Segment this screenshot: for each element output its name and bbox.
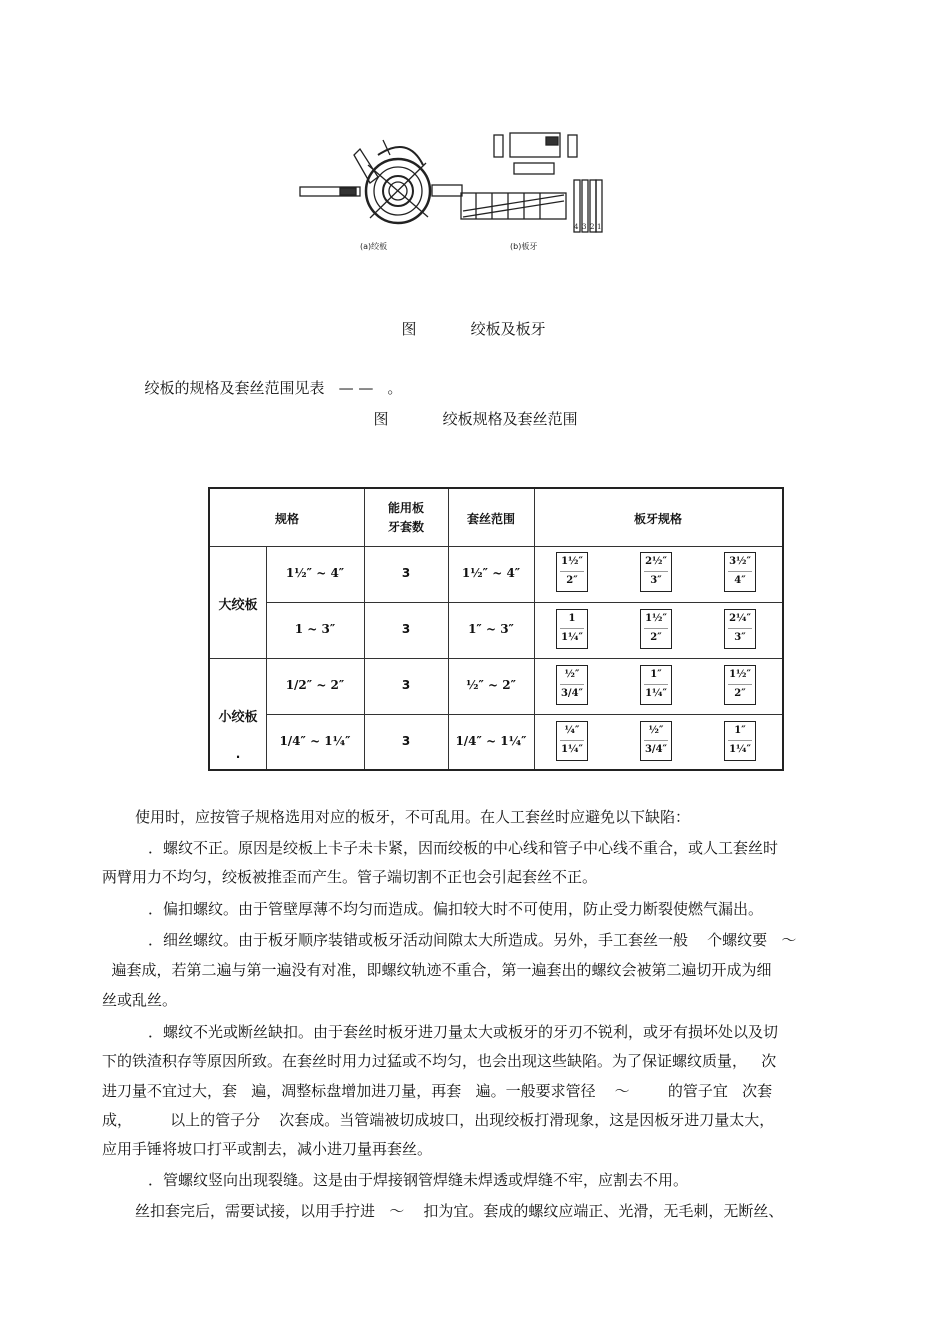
table-caption: [364, 390, 578, 429]
row1-range: 1½″ ~ 4″: [461, 566, 521, 580]
die-number-4: 4: [574, 223, 579, 231]
header-sets-line2: 牙套数: [387, 520, 424, 534]
row3-die-3-bottom: 2″: [734, 688, 746, 699]
header-spec: 规格: [274, 512, 299, 526]
paragraph-5-line-5: 应用手锤将坡口打平或割去，减小进刀量再套丝。: [102, 1140, 433, 1158]
table-caption-prefix: 图: [373, 410, 389, 428]
row4-die-2-bottom: 3/4″: [644, 744, 668, 755]
figure-caption: [392, 300, 546, 339]
row2-die-3-top: 2¼″: [729, 613, 751, 624]
row3-die-3-top: 1½″: [729, 669, 751, 680]
row1-die-2-top: 2½″: [645, 556, 667, 567]
row4-die-2-top: ½″: [648, 725, 664, 736]
header-sets: [364, 499, 448, 537]
row4-die-2: [640, 721, 672, 761]
row1-die-1: [556, 552, 588, 592]
row2-die-2: [640, 609, 672, 649]
row1-die-3-bottom: 4″: [734, 575, 746, 586]
figure-label-a: (a)绞板: [360, 242, 388, 251]
row2-die-2-top: 1½″: [645, 613, 667, 624]
row1-die-3: [724, 552, 756, 592]
row1-spec: 1½″ ~ 4″: [285, 566, 345, 580]
row1-die-1-top: 1½″: [561, 556, 583, 567]
paragraph-5-line-4: 成， 以上的管子分 次套成。当管端被切成坡口，出现绞板打滑现象，这是因板牙进刀量太大，: [102, 1111, 775, 1129]
die-number-2: 2: [590, 223, 595, 231]
header-range: 套丝范围: [466, 512, 515, 526]
paragraph-1: 使用时，应按管子规格选用对应的板牙，不可乱用。在人工套丝时应避免以下缺陷：: [135, 808, 691, 826]
paragraph-6: ．管螺纹竖向出现裂缝。这是由于焊接钢管焊缝未焊透或焊缝不牢，应割去不用。: [148, 1171, 689, 1189]
row1-die-2-bottom: 3″: [650, 575, 662, 586]
paragraph-4-line-3: 丝或乱丝。: [102, 991, 178, 1009]
row1-sets: 3: [401, 566, 411, 580]
header-die: 板牙规格: [633, 512, 682, 526]
row1-die-3-top: 3½″: [729, 556, 751, 567]
row2-die-2-bottom: 2″: [650, 632, 662, 643]
die-number-3: 3: [582, 223, 587, 231]
figure-label-b: (b)板牙: [510, 242, 538, 251]
intro-text: 绞板的规格及套丝范围见表: [144, 379, 325, 397]
row2-die-3-bottom: 3″: [734, 632, 746, 643]
paragraph-4-line-2: 遍套成，若第二遍与第一遍没有对准，即螺纹轨迹不重合，第一遍套出的螺纹会被第二遍切开成为细: [102, 961, 772, 979]
die-number-1: 1: [597, 223, 602, 231]
row2-die-3: [724, 609, 756, 649]
row3-die-1: [556, 665, 588, 705]
row4-die-3-top: 1″: [734, 725, 746, 736]
group-large: 大绞板: [218, 598, 258, 613]
row2-spec: 1 ~ 3″: [294, 622, 336, 636]
paragraph-2-line-1: ．螺纹不正。原因是绞板上卡子未卡紧，因而绞板的中心线和管子中心线不重合，或人工套丝时: [148, 839, 779, 857]
row3-range: ½″ ~ 2″: [466, 678, 516, 692]
row4-spec: 1/4″ ~ 1¼″: [279, 734, 351, 748]
row1-die-1-bottom: 2″: [566, 575, 578, 586]
row4-die-3: [724, 721, 756, 761]
row2-die-1: [556, 609, 588, 649]
row4-die-1-bottom: 1¼″: [561, 744, 583, 755]
row3-die-1-bottom: 3/4″: [560, 688, 584, 699]
die-stock-drawing: [300, 140, 462, 223]
paragraph-5-line-1: ．螺纹不光或断丝缺扣。由于套丝时板牙进刀量太大或板牙的牙刃不锐利，或牙有损坏处以及切: [148, 1023, 779, 1041]
row4-range: 1/4″ ~ 1¼″: [455, 734, 527, 748]
row4-die-1: [556, 721, 588, 761]
paragraph-5-line-2: 下的铁渣积存等原因所致。在套丝时用力过猛或不均匀，也会出现这些缺陷。为了保证螺纹质量， 次: [102, 1052, 777, 1070]
row2-die-1-top: 1: [568, 613, 576, 624]
row3-die-2-bottom: 1¼″: [645, 688, 667, 699]
die-stock-spec-table: [208, 487, 784, 771]
figure-caption-prefix: 图: [401, 320, 417, 338]
row2-die-1-bottom: 1¼″: [561, 632, 583, 643]
row4-die-3-bottom: 1¼″: [729, 744, 751, 755]
paragraph-4-line-1: ．细丝螺纹。由于板牙顺序装错或板牙活动间隙太大所造成。另外，手工套丝一般 个螺纹要 ～: [148, 931, 797, 949]
row3-die-2-top: 1″: [650, 669, 662, 680]
die-stock-figure: [298, 125, 602, 255]
paragraph-5-line-3: 进刀量不宜过大，套 遍，凋整标盘增加进刀量，再套 遍。一般要求管径 ～ 的管子宜 次套: [102, 1082, 773, 1100]
paragraph-2-line-2: 两臂用力不均匀，绞板被推歪而产生。管子端切割不正也会引起套丝不正。: [102, 868, 598, 886]
stray-dot: .: [235, 747, 241, 761]
paragraph-3: ．偏扣螺纹。由于管壁厚薄不均匀而造成。偏扣较大时不可使用，防止受力断裂使燃气漏出。: [148, 900, 764, 918]
paragraph-7: 丝扣套完后，需要试接，以用手拧进 ～ 扣为宜。套成的螺纹应端正、光滑，无毛刺，无断丝、: [135, 1202, 784, 1220]
row3-spec: 1/2″ ~ 2″: [285, 678, 345, 692]
table-caption-title: 绞板规格及套丝范围: [442, 410, 578, 428]
row2-range: 1″ ~ 3″: [468, 622, 514, 636]
intro-dashes: — —: [338, 379, 374, 397]
row3-die-1-top: ½″: [564, 669, 580, 680]
row4-sets: 3: [401, 734, 411, 748]
intro-line: [135, 359, 402, 398]
row3-die-3: [724, 665, 756, 705]
dies-drawing: [461, 133, 602, 232]
group-small: 小绞板: [218, 710, 258, 725]
row2-sets: 3: [401, 622, 411, 636]
header-sets-line1: 能用板: [387, 501, 424, 515]
intro-end: 。: [387, 379, 403, 397]
row3-sets: 3: [401, 678, 411, 692]
figure-caption-title: 绞板及板牙: [470, 320, 546, 338]
row4-die-1-top: ¼″: [564, 725, 580, 736]
row3-die-2: [640, 665, 672, 705]
row1-die-2: [640, 552, 672, 592]
